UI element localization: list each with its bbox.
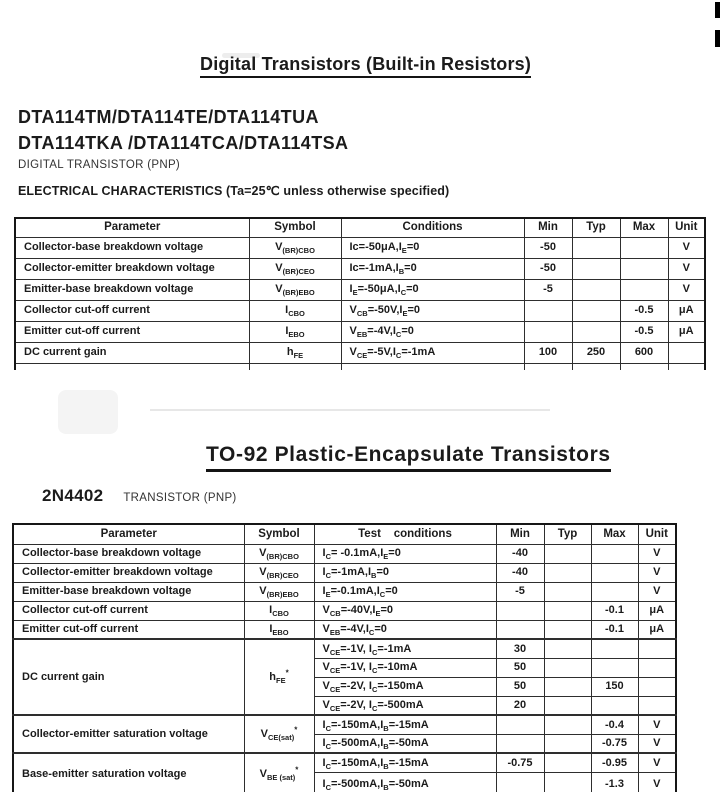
max-cell [620, 237, 668, 258]
unit-cell: μA [638, 620, 676, 639]
table-row [15, 342, 705, 363]
parameter-cell: Collector-emitter breakdown voltage [13, 563, 244, 582]
parameter-cell: Collector-emitter saturation voltage [13, 715, 244, 753]
min-cell: 20 [496, 696, 544, 715]
typ-cell [544, 772, 591, 792]
table-row [15, 279, 705, 300]
typ-cell [544, 677, 591, 696]
conditions-cell: $V_{CE}=-5V,I_C=-1mA$ [341, 342, 524, 363]
unit-cell [638, 658, 676, 677]
part-numbers [18, 104, 348, 156]
part-number: 2N4402 [42, 486, 104, 505]
parameter-cell: Collector-base breakdown voltage [15, 237, 249, 258]
column-header: Symbol [249, 218, 341, 237]
parameter-cell: Base-emitter saturation voltage [13, 753, 244, 792]
parameter-cell: DC current gain [13, 639, 244, 715]
parameter-cell: Collector-emitter breakdown voltage [15, 258, 249, 279]
typ-cell [544, 544, 591, 563]
max-cell: -0.1 [591, 620, 638, 639]
column-header: Typ [544, 524, 591, 544]
conditions-cell: $V_{EB}=-4V,I_C=0$ [341, 321, 524, 342]
table-header-row [13, 524, 676, 544]
min-cell: -40 [496, 544, 544, 563]
typ-cell [572, 258, 620, 279]
table-row [13, 544, 676, 563]
parameter-cell: DC current gain [15, 342, 249, 363]
parameter-cell: Collector cut-off current [13, 601, 244, 620]
table-header-row [15, 218, 705, 237]
section2-table-container [12, 523, 679, 792]
min-cell: 100 [524, 342, 572, 363]
max-cell: -0.75 [591, 734, 638, 753]
typ-cell [544, 734, 591, 753]
max-cell [591, 639, 638, 658]
clipped-row [15, 363, 705, 370]
column-header: Symbol [244, 524, 314, 544]
unit-cell: V [638, 734, 676, 753]
column-header: Conditions [341, 218, 524, 237]
table-row [15, 321, 705, 342]
table-row [13, 753, 676, 772]
symbol-cell: $V_{(BR)EBO}$ [249, 279, 341, 300]
empty-cell [668, 363, 705, 370]
section2-title: TO-92 Plastic-Encapsulate Transistors [206, 443, 611, 472]
min-cell [496, 620, 544, 639]
parameter-cell: Collector cut-off current [15, 300, 249, 321]
min-cell [496, 734, 544, 753]
column-header: Min [524, 218, 572, 237]
symbol-cell: $V_{(BR)CEO}$ [249, 258, 341, 279]
min-cell: -50 [524, 258, 572, 279]
unit-cell: V [668, 279, 705, 300]
conditions-cell: $V_{CB}=-50V,I_E=0$ [341, 300, 524, 321]
max-cell: 150 [591, 677, 638, 696]
table-row [15, 237, 705, 258]
section1-title: Digital Transistors (Built-in Resistors) [200, 54, 531, 78]
empty-cell [15, 363, 249, 370]
typ-cell [544, 658, 591, 677]
min-cell [524, 321, 572, 342]
parameter-cell: Collector-base breakdown voltage [13, 544, 244, 563]
min-cell: 30 [496, 639, 544, 658]
conditions-cell: $Ic=-1mA,I_B=0$ [341, 258, 524, 279]
max-cell: -0.1 [591, 601, 638, 620]
table-row [15, 300, 705, 321]
column-header: Test conditions [314, 524, 496, 544]
empty-cell [341, 363, 524, 370]
column-header: Parameter [15, 218, 249, 237]
unit-cell: μA [668, 300, 705, 321]
unit-cell: V [638, 753, 676, 772]
column-header: Min [496, 524, 544, 544]
device-type-label: DIGITAL TRANSISTOR (PNP) [18, 159, 181, 171]
max-cell [591, 544, 638, 563]
conditions-cell: $I_C=-500mA,I_B=-50mA$ [314, 772, 496, 792]
typ-cell [544, 563, 591, 582]
typ-cell [572, 279, 620, 300]
min-cell: -40 [496, 563, 544, 582]
parameter-cell: Emitter-base breakdown voltage [13, 582, 244, 601]
symbol-cell: $V_{(BR)EBO}$ [244, 582, 314, 601]
table-row [13, 563, 676, 582]
unit-cell [638, 677, 676, 696]
unit-cell [638, 639, 676, 658]
max-cell [620, 258, 668, 279]
conditions-cell: $V_{EB}=-4V,I_C=0$ [314, 620, 496, 639]
typ-cell [572, 300, 620, 321]
min-cell [524, 300, 572, 321]
conditions-cell: $I_C= -0.1mA,I_E=0$ [314, 544, 496, 563]
symbol-cell: $V_{BE (sat)}^*$ [244, 753, 314, 792]
typ-cell: 250 [572, 342, 620, 363]
min-cell: -5 [524, 279, 572, 300]
table-row [13, 639, 676, 658]
symbol-cell: $V_{CE(sat)}^*$ [244, 715, 314, 753]
unit-cell: V [638, 715, 676, 734]
symbol-cell: $I_{EBO}$ [249, 321, 341, 342]
part-number-row [42, 486, 237, 506]
symbol-cell: $V_{(BR)CBO}$ [249, 237, 341, 258]
max-cell: -0.5 [620, 300, 668, 321]
part-numbers-line1: DTA114TM/DTA114TE/DTA114TUA [18, 107, 319, 127]
max-cell: -0.95 [591, 753, 638, 772]
conditions-cell: $V_{CE}=-1V$, $I_C=-10mA$ [314, 658, 496, 677]
conditions-cell: $I_E=-50\mu A,I_C=0$ [341, 279, 524, 300]
symbol-cell: $I_{CBO}$ [249, 300, 341, 321]
unit-cell: V [668, 237, 705, 258]
symbol-cell: $V_{(BR)CEO}$ [244, 563, 314, 582]
table-row [13, 715, 676, 734]
unit-cell: V [638, 772, 676, 792]
unit-cell: V [638, 563, 676, 582]
max-cell [591, 696, 638, 715]
parameter-cell: Emitter cut-off current [15, 321, 249, 342]
scan-smudge [150, 409, 550, 411]
symbol-cell: $I_{EBO}$ [244, 620, 314, 639]
conditions-cell: $V_{CE}=-1V$, $I_C=-1mA$ [314, 639, 496, 658]
conditions-cell: $Ic=-50\mu A,I_E=0$ [341, 237, 524, 258]
typ-cell [544, 601, 591, 620]
symbol-cell: $h_{FE}$ [249, 342, 341, 363]
symbol-cell: $h_{FE}^*$ [244, 639, 314, 715]
max-cell [620, 279, 668, 300]
empty-cell [620, 363, 668, 370]
unit-cell: V [638, 544, 676, 563]
typ-cell [544, 582, 591, 601]
typ-cell [544, 715, 591, 734]
column-header: Unit [638, 524, 676, 544]
unit-cell: μA [668, 321, 705, 342]
table-row [13, 582, 676, 601]
unit-cell: V [638, 582, 676, 601]
conditions-cell: $I_C=-1mA,I_B=0$ [314, 563, 496, 582]
typ-cell [544, 620, 591, 639]
min-cell [496, 772, 544, 792]
column-header: Max [591, 524, 638, 544]
scan-mark [715, 30, 720, 47]
table-row [13, 601, 676, 620]
conditions-cell: $I_C=-500mA,I_B=-50mA$ [314, 734, 496, 753]
electrical-characteristics-heading: ELECTRICAL CHARACTERISTICS (Ta=25℃ unless otherwise specified) [18, 184, 450, 198]
min-cell [496, 715, 544, 734]
part-numbers-line2: DTA114TKA /DTA114TCA/DTA114TSA [18, 133, 349, 153]
conditions-cell: $V_{CE}=-2V$, $I_C=-150mA$ [314, 677, 496, 696]
unit-cell [668, 342, 705, 363]
column-header: Max [620, 218, 668, 237]
max-cell: 600 [620, 342, 668, 363]
typ-cell [544, 753, 591, 772]
column-header: Unit [668, 218, 705, 237]
max-cell: -0.5 [620, 321, 668, 342]
scan-smudge [58, 390, 118, 434]
min-cell: 50 [496, 658, 544, 677]
device-type-label: TRANSISTOR (PNP) [123, 492, 237, 504]
conditions-cell: $I_E=-0.1mA,I_C=0$ [314, 582, 496, 601]
conditions-cell: $V_{CE}=-2V$, $I_C=-500mA$ [314, 696, 496, 715]
unit-cell: V [668, 258, 705, 279]
typ-cell [544, 696, 591, 715]
min-cell: 50 [496, 677, 544, 696]
column-header: Typ [572, 218, 620, 237]
min-cell: -0.75 [496, 753, 544, 772]
max-cell: -0.4 [591, 715, 638, 734]
min-cell [496, 601, 544, 620]
typ-cell [572, 237, 620, 258]
symbol-cell: $I_{CBO}$ [244, 601, 314, 620]
unit-cell: μA [638, 601, 676, 620]
symbol-cell: $V_{(BR)CBO}$ [244, 544, 314, 563]
empty-cell [572, 363, 620, 370]
empty-cell [524, 363, 572, 370]
empty-cell [249, 363, 341, 370]
min-cell: -50 [524, 237, 572, 258]
parameter-cell: Emitter cut-off current [13, 620, 244, 639]
max-cell [591, 582, 638, 601]
max-cell: -1.3 [591, 772, 638, 792]
max-cell [591, 563, 638, 582]
conditions-cell: $V_{CB}=-40V,I_E=0$ [314, 601, 496, 620]
electrical-characteristics-table [14, 217, 706, 370]
table-row [13, 620, 676, 639]
transistor-characteristics-table [12, 523, 677, 792]
scan-mark [715, 2, 720, 18]
max-cell [591, 658, 638, 677]
section1-table-container [14, 217, 706, 370]
parameter-cell: Emitter-base breakdown voltage [15, 279, 249, 300]
column-header: Parameter [13, 524, 244, 544]
conditions-cell: $I_C=-150mA,I_B=-15mA$ [314, 753, 496, 772]
typ-cell [572, 321, 620, 342]
unit-cell [638, 696, 676, 715]
typ-cell [544, 639, 591, 658]
conditions-cell: $I_C=-150mA,I_B=-15mA$ [314, 715, 496, 734]
min-cell: -5 [496, 582, 544, 601]
table-row [15, 258, 705, 279]
